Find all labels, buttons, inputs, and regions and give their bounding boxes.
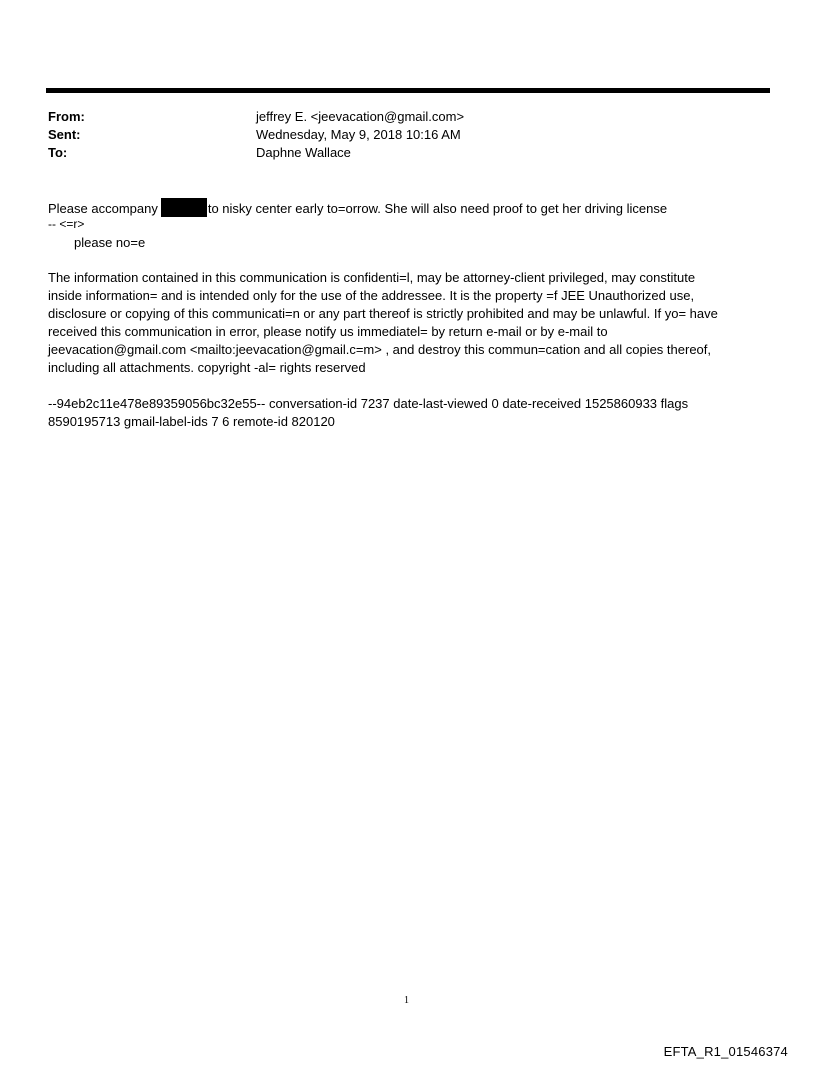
disclaimer-line: disclosure or copying of this communicati=n or any part thereof is strictly prohibited and may be unlawful. If yo= have xyxy=(48,306,718,321)
from-value: jeffrey E. <jeevacation@gmail.com> xyxy=(256,109,465,124)
to-label: To: xyxy=(48,145,68,160)
page-number: 1 xyxy=(404,995,409,1006)
disclaimer-line: including all attachments. copyright -al= rights reserved xyxy=(48,360,366,375)
signature-line-1: -- <=r> xyxy=(48,217,85,231)
disclaimer-line: received this communication in error, please notify us immediatel= by return e-mail or by e-mail to xyxy=(48,324,608,339)
disclaimer-paragraph xyxy=(48,269,768,377)
message-text-after: to nisky center early to=orrow. She will also need proof to get her driving license xyxy=(207,201,668,216)
from-label: From: xyxy=(48,109,85,124)
from-row xyxy=(48,108,464,126)
header-divider xyxy=(46,88,770,93)
to-row xyxy=(48,144,351,162)
message-text-before: Please accompany xyxy=(48,201,158,216)
signature-line-2: please no=e xyxy=(74,235,146,250)
disclaimer-line: jeevacation@gmail.com <mailto:jeevacation@gmail.c=m> , and destroy this commun=cation and all copies thereof, xyxy=(48,342,712,357)
message-line xyxy=(48,198,768,218)
sent-row xyxy=(48,126,461,144)
metadata-paragraph xyxy=(48,395,768,431)
sent-value: Wednesday, May 9, 2018 10:16 AM xyxy=(256,127,461,142)
document-id: EFTA_R1_01546374 xyxy=(663,1044,788,1059)
redaction-block xyxy=(161,198,207,217)
sent-label: Sent: xyxy=(48,127,81,142)
metadata-line: 8590195713 gmail-label-ids 7 6 remote-id 820120 xyxy=(48,414,335,429)
to-value: Daphne Wallace xyxy=(256,145,351,160)
disclaimer-line: inside information= and is intended only for the use of the addressee. It is the property =f JEE Unauthorized use, xyxy=(48,288,695,303)
metadata-line: --94eb2c11e478e89359056bc32e55-- conversation-id 7237 date-last-viewed 0 date-received 1525860933 flags xyxy=(48,396,689,411)
disclaimer-line: The information contained in this communication is confidenti=l, may be attorney-client privileged, may constitute xyxy=(48,270,696,285)
